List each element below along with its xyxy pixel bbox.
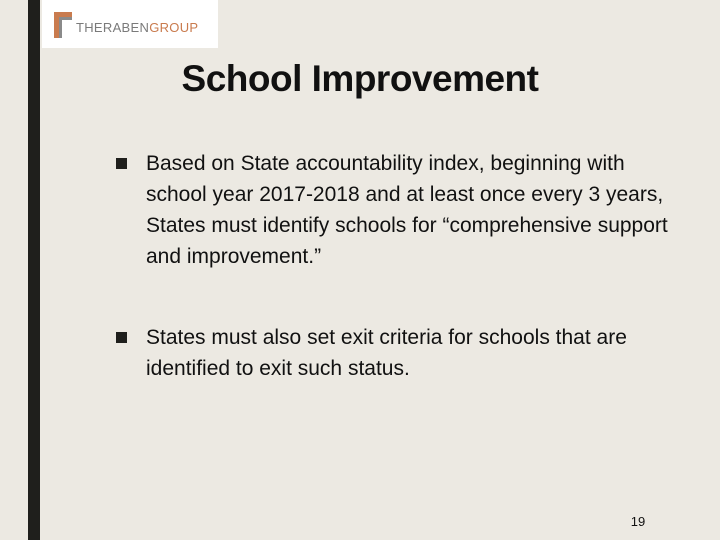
slide-title: School Improvement xyxy=(181,58,539,99)
page-number: 19 xyxy=(630,514,646,529)
logo-text-accent: GROUP xyxy=(149,20,199,35)
bullet-text: States must also set exit criteria for schools that are identified to exit such status. xyxy=(146,326,627,380)
bullet-item xyxy=(112,148,672,272)
bullet-text: Based on State accountability index, beginning with school year 2017-2018 and at least once every 3 years, States must identify schools for “comprehensive support and improvement.” xyxy=(146,152,668,268)
bullet-square-icon xyxy=(116,158,127,169)
logo-wordmark xyxy=(76,20,198,35)
company-logo xyxy=(42,0,218,48)
bullet-square-icon xyxy=(116,332,127,343)
logo-mark-icon xyxy=(52,8,74,40)
logo-text-primary: THERABEN xyxy=(76,20,150,35)
bullet-item xyxy=(112,322,672,384)
bullet-list xyxy=(112,148,672,384)
